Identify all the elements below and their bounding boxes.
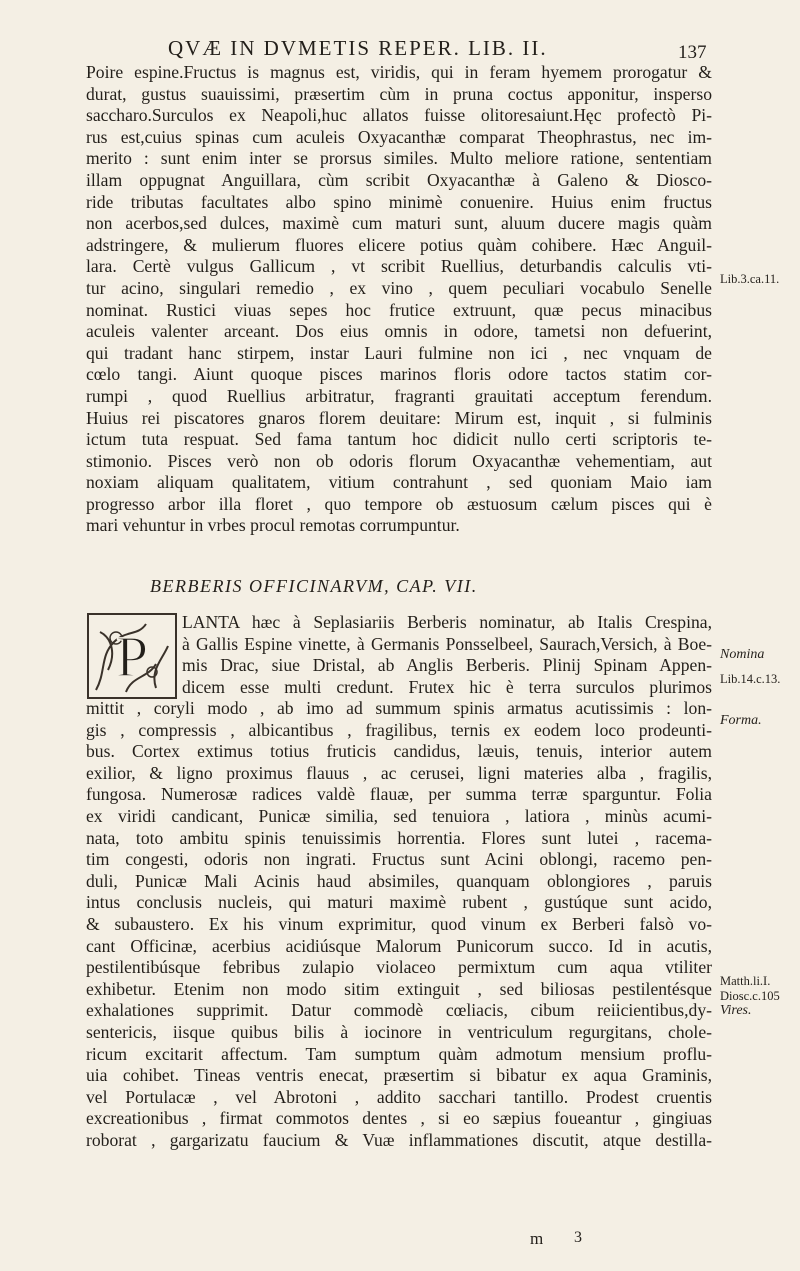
- text-line: durat, gustus suauissimi, præsertim cùm in pruna coctus apponitur, insperso: [86, 83, 712, 104]
- signature-mark: 3: [574, 1229, 582, 1246]
- text-block-top: [86, 62, 712, 537]
- text-line: roborat , gargarizatu faucium & Vuæ inflammationes discutit, atque destilla-: [86, 1129, 712, 1150]
- page-number: 137: [678, 42, 707, 63]
- text-line: noxiam aliquam qualitatem, vitium contrahunt , sed quoniam Maio iam: [86, 472, 712, 493]
- text-line: à Gallis Espine vinette, à Germanis Ponsselbeel, Saurach,Versich, à Boe-: [182, 633, 712, 654]
- text-line: cant Officinæ, acerbius acidiúsque Malorum Punicorum succo. Id in acutis,: [86, 935, 712, 956]
- text-line: exilior, & ligno proximus flauus , ac cerusei, ligni materies alba , fragilis,: [86, 762, 712, 783]
- text-line: exhibetur. Etenim non modo sitim extinguit , sed biliosas pestilentésque: [86, 978, 712, 999]
- text-line: exhalationes supprimit. Datur commodè cœliacis, cibum reiicientibus,dy-: [86, 1000, 712, 1021]
- woodcut-ornament-icon: [86, 612, 178, 700]
- text-line: cœlo tangi. Aiunt quoque pisces marinos floris odore tactos statim cor-: [86, 364, 712, 385]
- text-line: rumpi , quod Ruellius arbitratur, fragranti grauitati acceptum ferendum.: [86, 385, 712, 406]
- margin-note-diosc: Diosc.c.105: [720, 989, 780, 1003]
- chapter-title: BERBERIS OFFICINARVM, CAP. VII.: [150, 576, 478, 596]
- text-line: ex viridi candicant, Punicæ similia, sed tenuiora , latiora , minùs acumi-: [86, 805, 712, 826]
- text-line: lara. Certè vulgus Gallicum , vt scribit Ruellius, deturbandis calculis vti-: [86, 256, 712, 277]
- text-line: Huius rei piscatores gnaros florem deuitare: Mirum est, inquit , si fulminis: [86, 407, 712, 428]
- margin-note-lib-ref: Lib.3.ca.11.: [720, 272, 780, 286]
- text-line: gis , compressis , albicantibus , fragilibus, ternis ex eodem loco prodeunti-: [86, 719, 712, 740]
- decorated-initial-p: [86, 612, 178, 700]
- text-line: & subaustero. Ex his vinum exprimitur, quod vinum ex Berberi falsò vo-: [86, 913, 712, 934]
- margin-note-nomina: Nomina: [720, 647, 765, 662]
- text-line: bus. Cortex extimus totius fruticis candidus, læuis, tenuis, interior autem: [86, 741, 712, 762]
- text-line: ricum excitarit affectum. Tam sumptum quàm admotum mensium proflu-: [86, 1043, 712, 1064]
- margin-note-lib-ref-2: Lib.14.c.13.: [720, 672, 781, 686]
- text-line: nominat. Rustici viuas sepes hoc frutice extruunt, quæ pecus minacibus: [86, 299, 712, 320]
- text-line: dicem esse multi credunt. Frutex hic è terra surculos plurimos: [182, 676, 712, 697]
- text-block-body: [86, 698, 712, 1151]
- text-line: illam oppugnat Anguillara, cùm scribit Oxyacanthæ à Galeno & Diosco-: [86, 169, 712, 190]
- text-line: intus conclusis nucleis, qui maturi maximè rubent , gustúque sunt acido,: [86, 892, 712, 913]
- running-header: QVÆ IN DVMETIS REPER. LIB. II.: [168, 36, 548, 60]
- text-line: stimonio. Pisces verò non ob odoris florum Oxyacanthæ vehementiam, aut: [86, 450, 712, 471]
- text-line: fungosa. Numerosæ radices valdè flauæ, per summa terræ sparguntur. Folia: [86, 784, 712, 805]
- text-line: qui tradant hanc stirpem, instar Lauri fulmine non ici , nec vnquam de: [86, 342, 712, 363]
- text-line: ictum tuta respuat. Sed fama tantum hoc didicit nullo certi scriptoris te-: [86, 429, 712, 450]
- lead-text-block: [182, 612, 712, 698]
- text-line: aculeis valenter arceant. Dos eius omnis in odore, tametsi non defuerint,: [86, 321, 712, 342]
- text-line: mittit , coryli modo , ab imo ad summum spinis armatus acutissimis : lon-: [86, 698, 712, 718]
- text-line: nata, toto ambitu spinis tenuissimis horrentia. Flores sunt lutei , racema-: [86, 827, 712, 848]
- text-line: duli, Punicæ Mali Acinis haud absimiles, quanquam oblongiores , paruis: [86, 870, 712, 891]
- text-line: saccharo.Surculos ex Neapoli,huc allatos fuisse olitoresaiunt.Hęc profectò Pi-: [86, 105, 712, 126]
- text-line: tim congesti, odoris non ingrati. Fructus sunt Acini oblongi, racemo pen-: [86, 849, 712, 870]
- text-line: Poire espine.Fructus is magnus est, viridis, qui in feram hyemem prorogatur &: [86, 62, 712, 82]
- text-line: mari vehuntur in vrbes procul remotas corrumpuntur.: [86, 515, 460, 536]
- text-line: LANTA hæc à Seplasiariis Berberis nominatur, ab Italis Crespina,: [182, 612, 712, 632]
- catchword: m: [530, 1229, 544, 1248]
- text-line: sentericis, iisque quibus bilis à iocinore in ventriculum regurgitans, chole-: [86, 1021, 712, 1042]
- text-line: adstringere, & mulierum fluores elicere potius quàm cohibere. Hæc Anguil-: [86, 234, 712, 255]
- text-line: progresso arbor illa floret , quo tempore ob æstuosum cælum pisces qui è: [86, 493, 712, 514]
- text-line: excreationibus , firmat commotos dentes , si eo sæpius foueantur , gingiuas: [86, 1108, 712, 1129]
- text-line: non acerbos,sed dulces, maximè cum maturi sunt, aluum ducere magis quàm: [86, 213, 712, 234]
- text-line: uia cohibet. Tineas ventris enecat, præsertim si bibatur ex aqua Graminis,: [86, 1065, 712, 1086]
- text-line: rus est,cuius spinas cum aculeis Oxyacanthæ comparat Theophrastus, nec im-: [86, 126, 712, 147]
- text-line: ride tributas facultates albo spino minimè conuenire. Huius enim fructus: [86, 191, 712, 212]
- text-line: pestilentibúsque febribus zulapio violaceo permixtum cum aqua vtiliter: [86, 957, 712, 978]
- margin-note-matth: Matth.li.I.: [720, 974, 771, 988]
- margin-note-vires: Vires.: [720, 1003, 752, 1018]
- text-line: merito : sunt enim inter se prorsus similes. Multo meliore ratione, sententiam: [86, 148, 712, 169]
- initial-letter: P: [115, 624, 149, 689]
- text-line: mis Drac, siue Dristal, ab Anglis Berberis. Plinij Spinam Appen-: [182, 655, 712, 676]
- text-line: vel Portulacæ , vel Abrotoni , addito sacchari tantillo. Prodest cruentis: [86, 1086, 712, 1107]
- text-line: tur acino, singulari remedio , ex vino , quem peculiari vocabulo Senelle: [86, 277, 712, 298]
- margin-note-forma: Forma.: [720, 713, 762, 728]
